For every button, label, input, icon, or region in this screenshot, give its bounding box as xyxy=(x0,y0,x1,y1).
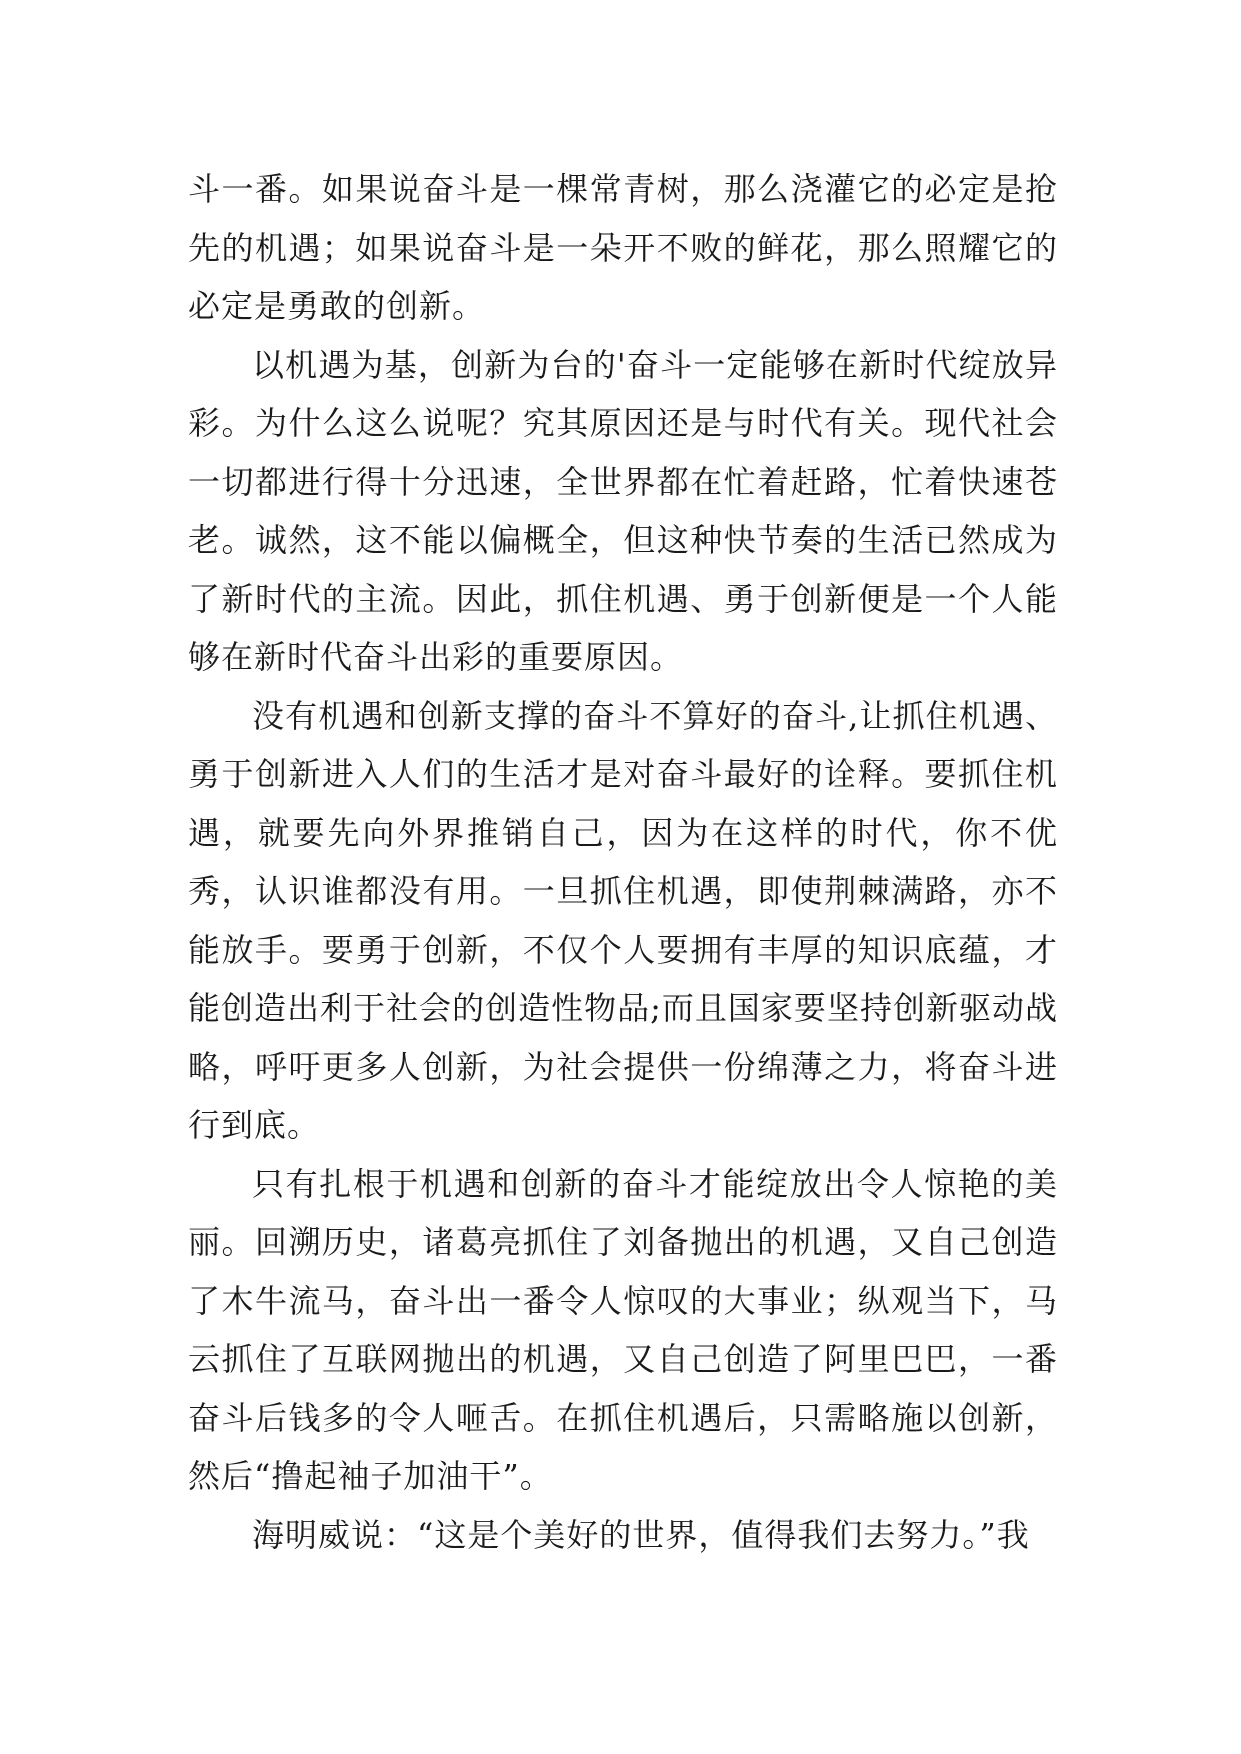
paragraph-3: 没有机遇和创新支撑的奋斗不算好的奋斗,让抓住机遇、勇于创新进入人们的生活才是对奋斗最好的诠释。要抓住机遇，就要先向外界推销自己，因为在这样的时代，你不优秀，认识谁都没有用。一旦抓住机遇，即使荆棘满路，亦不能放手。要勇于创新，不仅个人要拥有丰厚的知识底蕴，才能创造出利于社会的创造性物品;而且国家要坚持创新驱动战略，呼吁更多人创新，为社会提供一份绵薄之力，将奋斗进行到底。 xyxy=(188,696,1058,1144)
paragraph-1: 斗一番。如果说奋斗是一棵常青树，那么浇灌它的必定是抢先的机遇；如果说奋斗是一朵开不败的鲜花，那么照耀它的必定是勇敢的创新。 xyxy=(188,170,1058,325)
paragraph-2: 以机遇为基，创新为台的'奋斗一定能够在新时代绽放异彩。为什么这么说呢？究其原因还是与时代有关。现代社会一切都进行得十分迅速，全世界都在忙着赶路，忙着快速苍老。诚然，这不能以偏概全，但这种快节奏的生活已然成为了新时代的主流。因此，抓住机遇、勇于创新便是一个人能够在新时代奋斗出彩的重要原因。 xyxy=(188,345,1058,676)
document-body xyxy=(188,160,1058,1564)
paragraph-5: 海明威说：“这是个美好的世界，值得我们去努力。”我 xyxy=(252,1515,1030,1554)
paragraph-4: 只有扎根于机遇和创新的奋斗才能绽放出令人惊艳的美丽。回溯历史，诸葛亮抓住了刘备抛出的机遇，又自己创造了木牛流马，奋斗出一番令人惊叹的大事业；纵观当下，马云抓住了互联网抛出的机遇，又自己创造了阿里巴巴，一番奋斗后钱多的令人咂舌。在抓住机遇后，只需略施以创新，然后“撸起袖子加油干”。 xyxy=(188,1164,1058,1495)
